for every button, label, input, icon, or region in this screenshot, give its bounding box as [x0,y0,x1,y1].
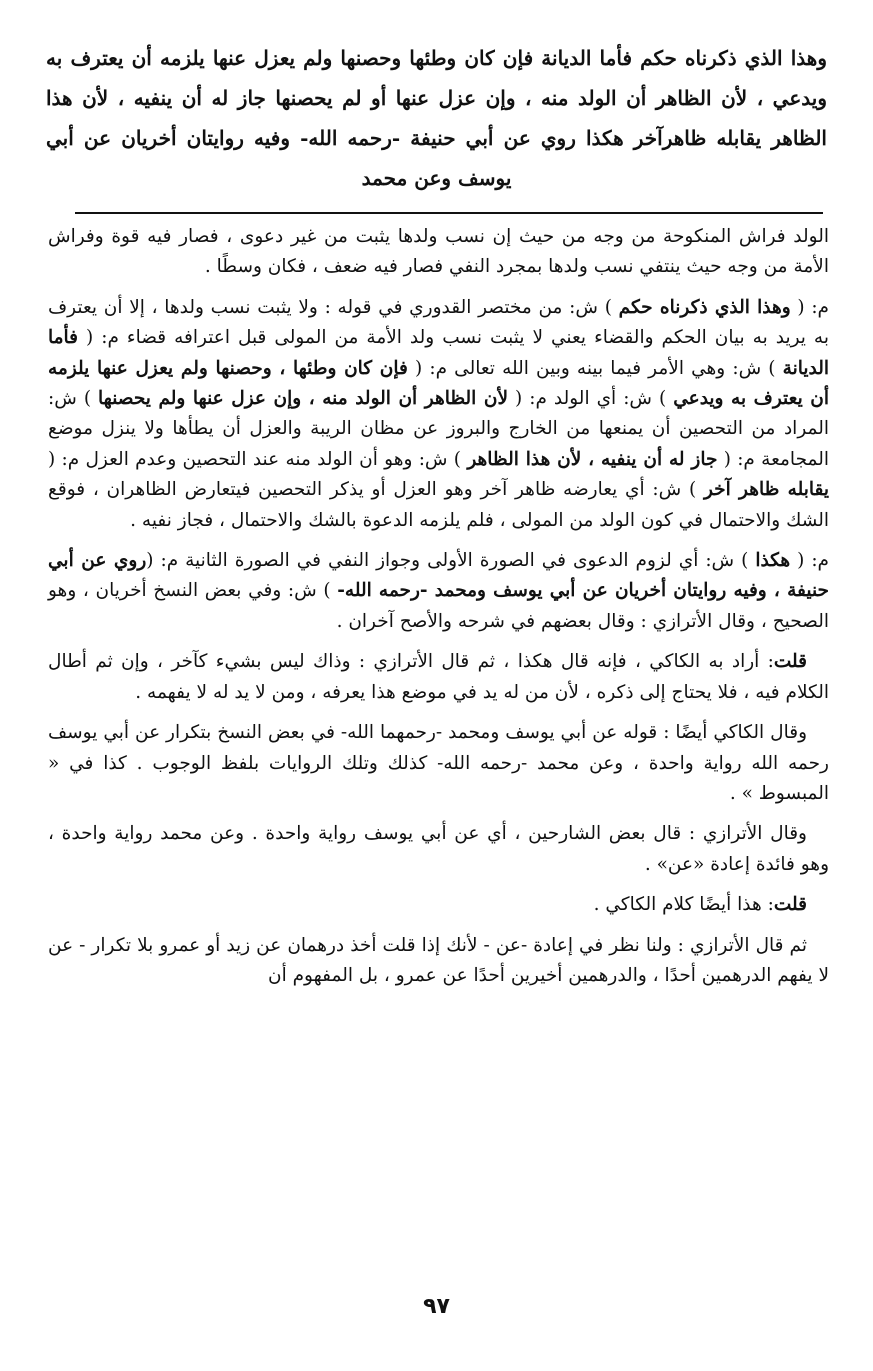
quoted-matn: وهذا الذي ذكرناه حكم [618,296,791,318]
text-run: ) ش: وهو أن الولد منه عند التحصين وعدم العزل م: ( [48,448,468,470]
text-run: : أراد به الكاكي ، فإنه قال هكذا ، ثم قال الأترازي : وذاك ليس بشيء كآخر ، وإن ثم أطال الكلام فيه ، فلا يحتاج إلى ذكره ، لأن من له يد في موضع هذا يعرفه ، ومن لا يد له لا يفهمه . [48,651,829,703]
commentary-paragraph-5: وقال الكاكي أيضًا : قوله عن أبي يوسف ومحمد -رحمهما الله- في بعض النسخ بتكرار عن أبي يوسف رحمه الله رواية واحدة ، وعن محمد -رحمه الله- كذلك وتلك الروايات بلفظ الوجوب . كذا في « المبسوط » . [48,722,829,804]
text-run: : هذا أيضًا كلام الكاكي . [593,894,774,916]
commentary-paragraph-8: ثم قال الأترازي : ولنا نظر في إعادة -عن - لأنك إذا قلت أخذ درهمان عن زيد أو عمرو بلا تكرار - عن لا يفهم الدرهمين أحدًا ، والدرهمين أخيرين أحدًا عن عمرو ، بل المفهوم أن [48,934,829,986]
quoted-matn: هكذا [755,550,791,572]
page-number: ٩٧ [423,1294,450,1319]
commentary-paragraph-4 [48,647,829,708]
commentary-paragraph-6: وقال الأترازي : قال بعض الشارحين ، أي عن أبي يوسف رواية واحدة . وعن محمد رواية واحدة ، وهو فائدة إعادة «عن» . [48,823,829,875]
quoted-matn: جاز له أن ينفيه ، لأن هذا الظاهر [467,448,718,470]
text-run: ) ش: المراد من التحصين أن يمنعها من الخارج والبروز عن مظان الريبة والعزل أن يطأها ولا ينزل موضع المجامعة م: ( [48,388,829,470]
text-run: ) ش: من مختصر القدوري في قوله : ولا يثبت نسب ولدها ، إلا أن يعترف به يريد به بيان الحكم والقضاء يعني لا يثبت نسب ولد الأمة من المولى قبل اعترافه قضاء م: ( [48,296,829,349]
text-run: ) ش: أي الولد م: ( [508,388,674,410]
commentary-paragraph-1: الولد فراش المنكوحة من وجه من حيث إن نسب ولدها يثبت من غير دعوى ، فصار فيه قوة وفراش الأمة من وجه حيث ينتفي نسب ولدها بمجرد النفي فصار فيه ضعف ، فكان وسطًا . [48,226,829,278]
text-run: ) ش: وهي الأمر فيما بينه وبين الله تعالى م: ( [407,357,783,379]
commentary-paragraph-3 [48,546,829,637]
text-run: م: ( [790,296,829,318]
text-run: م: ( [790,550,830,572]
matn-text: وهذا الذي ذكرناه حكم فأما الديانة فإن كان وطئها وحصنها ولم يعزل عنها يلزمه أن يعترف به ويدعي ، لأن الظاهر أن الولد منه ، وإن عزل عنها أو لم يحصنها جاز له أن ينفيه ، لأن هذا الظاهر يقابله ظاهرآخر هكذا روي عن أبي حنيفة -رحمه الله- وفيه روايتان أخريان عن أبي يوسف وعن محمد [46,46,827,190]
separator-line [75,212,823,214]
text-run: ) ش: أي يعارضه ظاهر آخر وهو العزل أو يذكر التحصين فيتعارض الظاهران ، فوقع الشك والاحتمال في كون الولد من المولى ، فلم يلزمه الدعوة بالشك والاحتمال ، فجاز نفيه . [48,479,829,531]
commentary-paragraph-2 [48,293,829,536]
quoted-matn: فأما الديانة [48,327,829,379]
commentary [48,222,829,991]
text-run: ) ش: أي لزوم الدعوى في الصورة الأولى وجواز النفي في الصورة الثانية م: ( [146,550,756,572]
qultu-label: قلت [773,894,807,916]
quoted-matn: لأن الظاهر أن الولد منه ، وإن عزل عنها ولم يحصنها [98,388,508,410]
qultu-label: قلت [773,651,807,673]
commentary-paragraph-7 [48,890,829,920]
quoted-matn: فإن كان وطئها ، وحصنها ولم يعزل عنها يلزمه أن يعترف به ويدعي [48,357,829,410]
quoted-matn: يقابله ظاهر آخر [703,479,830,501]
quoted-matn: روي عن أبي حنيفة ، وفيه روايتان أخريان عن أبي يوسف ومحمد -رحمه الله- [48,550,829,602]
text-run: ) ش: وفي بعض النسخ أخريان ، وهو الصحيح ، وقال الأترازي : وقال بعضهم في شرحه والأصح آخران . [48,580,829,632]
